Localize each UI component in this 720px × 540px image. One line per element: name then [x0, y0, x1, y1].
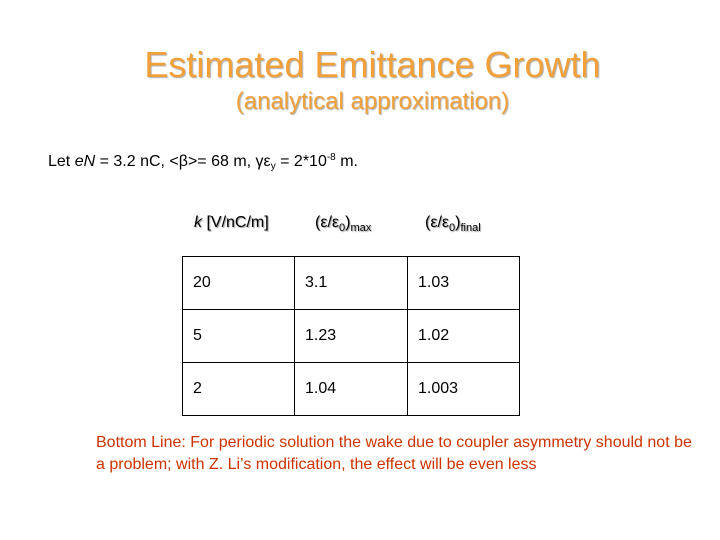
table-cell: 5 — [183, 310, 295, 363]
table-cell: 1.03 — [408, 257, 520, 310]
emittance-table — [182, 256, 520, 416]
table-cell: 3.1 — [295, 257, 408, 310]
header-k — [194, 214, 269, 232]
header-max-main: (ε/ε — [315, 214, 340, 231]
header-k-unit: [V/nC/m] — [202, 214, 269, 231]
header-k-var: k — [194, 214, 202, 231]
table-cell: 1.003 — [408, 363, 520, 416]
table-row — [183, 310, 520, 363]
given-prefix: Let — [48, 153, 75, 170]
given-gamma-eps: γε — [255, 153, 271, 170]
header-final-close: ) — [455, 214, 461, 231]
table-row — [183, 257, 520, 310]
given-mid2: >= 68 m, — [187, 153, 256, 170]
header-eps-max — [315, 214, 371, 234]
table-row — [183, 363, 520, 416]
given-exponent: -8 — [326, 152, 336, 163]
header-final-sub: final — [460, 222, 481, 234]
bottom-line-text: Bottom Line: For periodic solution the wake due to coupler asymmetry should not be a problem; with Z. Li’s modification, the effect will be even less — [96, 434, 692, 473]
table-cell: 2 — [183, 363, 295, 416]
given-eN: eN — [74, 153, 96, 170]
given-sub-y: y — [270, 161, 276, 172]
slide-subtitle: (analytical approximation) — [235, 88, 510, 115]
given-parameters — [48, 152, 358, 172]
header-final-sub0: 0 — [449, 222, 456, 234]
given-mid1: = 3.2 nC, < — [95, 153, 179, 170]
table-cell: 1.23 — [295, 310, 408, 363]
slide-title: Estimated Emittance Growth — [144, 44, 601, 85]
header-max-close: ) — [345, 214, 351, 231]
header-final-main: (ε/ε — [425, 214, 450, 231]
table-cell: 1.04 — [295, 363, 408, 416]
given-beta: β — [178, 153, 188, 170]
table-cell: 20 — [183, 257, 295, 310]
header-eps-final — [425, 214, 481, 234]
table-cell: 1.02 — [408, 310, 520, 363]
given-mid3: = 2*10 — [275, 153, 327, 170]
header-max-sub: max — [350, 222, 372, 234]
header-max-sub0: 0 — [339, 222, 346, 234]
given-suffix: m. — [335, 153, 358, 170]
